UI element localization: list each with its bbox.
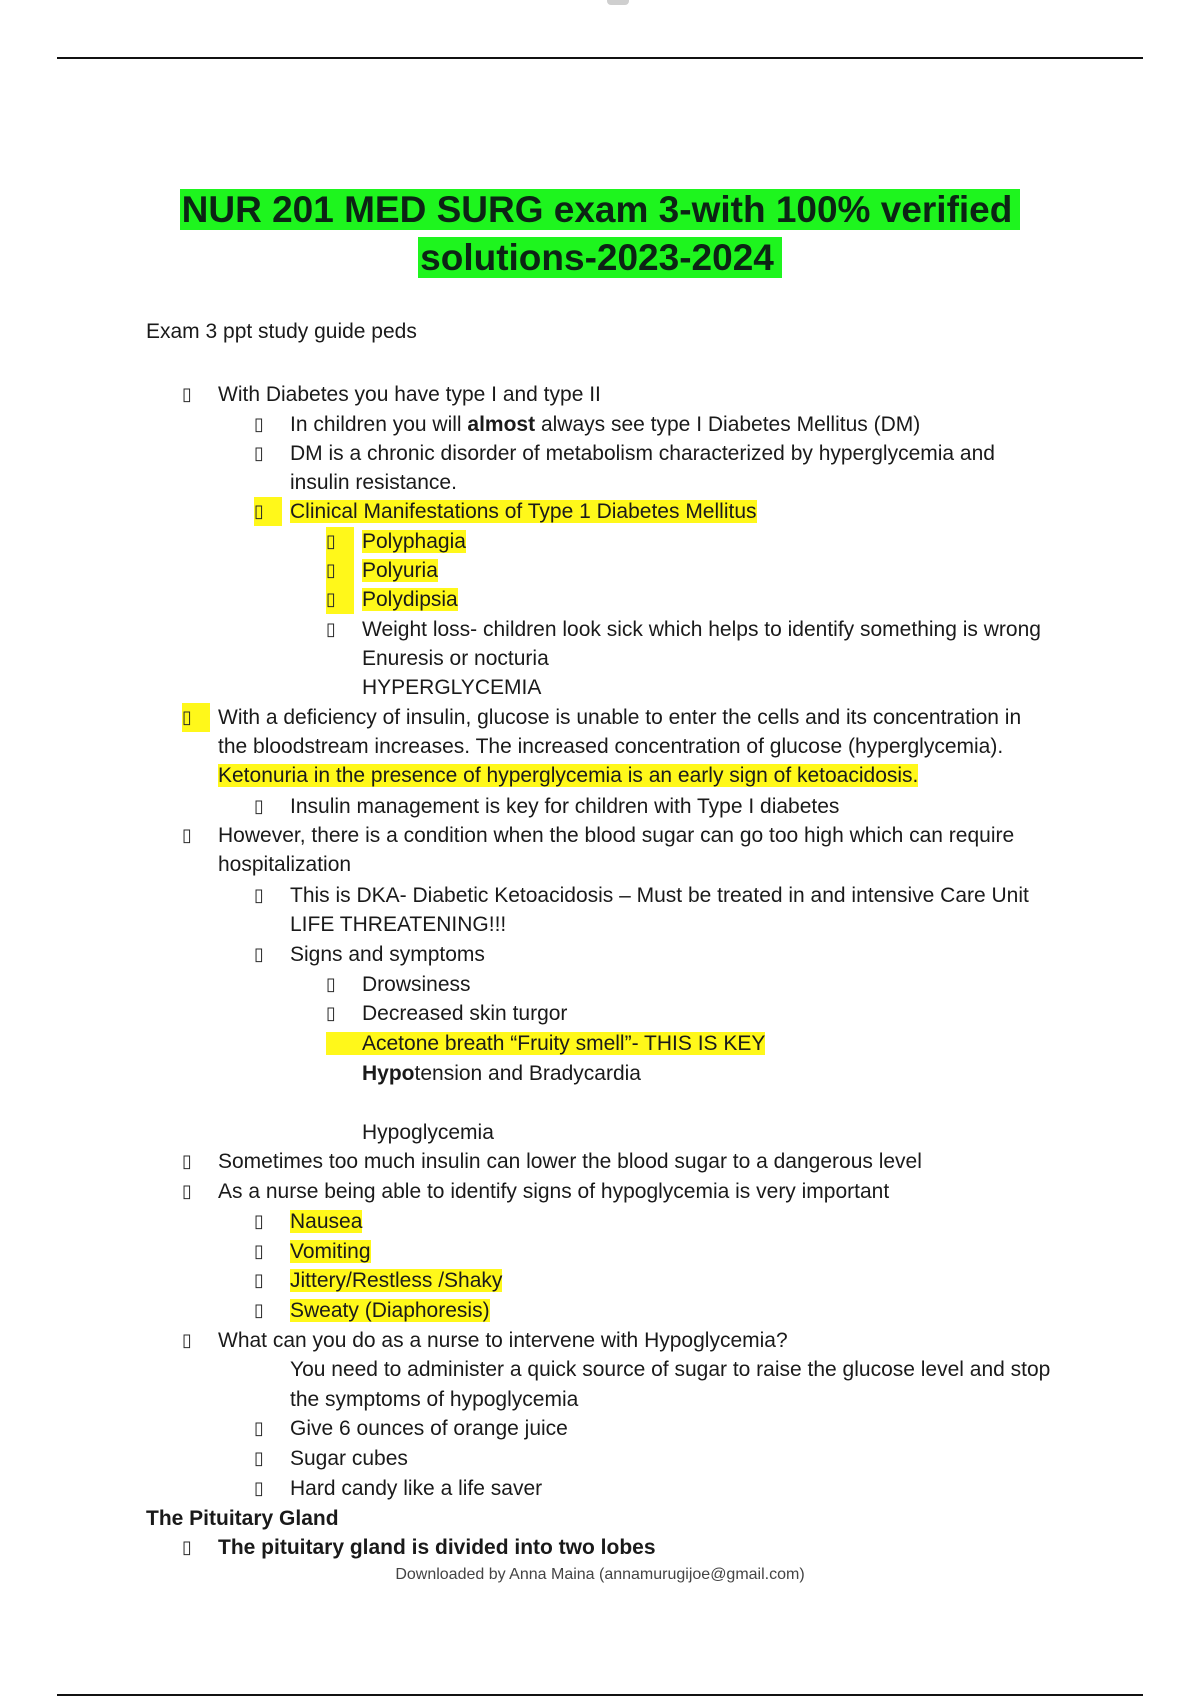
list-item: ▯ Polydipsia xyxy=(326,585,458,614)
list-item: ▯ Insulin management is key for children with Type I diabetes xyxy=(254,792,839,821)
bullet-icon: ▯ xyxy=(254,414,264,435)
list-item: ▯ Weight loss- children look sick which helps to identify something is wrong Enuresis or nocturia HYPERGLYCEMIA xyxy=(326,615,1041,702)
list-item: ▯ Decreased skin turgor xyxy=(326,999,567,1028)
title-line-2: solutions-2023-2024 xyxy=(418,234,782,282)
bullet-icon: ▯ xyxy=(254,1211,264,1232)
list-item: ▯ Give 6 ounces of orange juice xyxy=(254,1414,568,1443)
list-item: ▯ Hard candy like a life saver xyxy=(254,1474,542,1503)
bullet-icon: ▯ xyxy=(254,443,264,464)
list-item: ▯ Polyuria xyxy=(326,556,438,585)
bullet-icon: ▯ xyxy=(326,527,354,556)
bullet-icon: ▯ xyxy=(254,1300,264,1321)
bullet-icon: ▯ xyxy=(254,944,264,965)
bullet-icon: ▯ xyxy=(326,619,336,640)
bullet-icon: ▯ xyxy=(182,1181,192,1202)
list-item: ▯ Drowsiness xyxy=(326,970,471,999)
list-item: ▯ Nausea xyxy=(254,1207,362,1236)
list-item: ▯ Polyphagia xyxy=(326,527,466,556)
document-title xyxy=(0,186,1200,282)
list-item: ▯ The pituitary gland is divided into two lobes xyxy=(182,1533,656,1562)
list-item: ▯ Signs and symptoms xyxy=(254,940,485,969)
list-item: ▯ However, there is a condition when the blood sugar can go too high which can require hospitalization xyxy=(182,821,1014,879)
list-item: ▯ With a deficiency of insulin, glucose is unable to enter the cells and its concentration in the bloodstream increases. The increased concentration of glucose (hyperglycemia). Ketonuria in the presence of hyperglycemia is an early sign of ketoacidosis. xyxy=(182,703,1021,790)
download-footer: Downloaded by Anna Maina (annamurugijoe@gmail.com) xyxy=(395,1566,805,1583)
list-item: ▯ In children you will almost always see type I Diabetes Mellitus (DM) xyxy=(254,410,920,439)
list-item: ▯ Clinical Manifestations of Type 1 Diabetes Mellitus xyxy=(254,497,757,526)
bullet-icon: ▯ xyxy=(182,384,192,405)
text-line: You need to administer a quick source of sugar to raise the glucose level and stop xyxy=(290,1358,1051,1381)
text-line: Hypotension and Bradycardia xyxy=(362,1062,641,1085)
bullet-icon: ▯ xyxy=(254,796,264,817)
list-item: ▯ DM is a chronic disorder of metabolism characterized by hyperglycemia and insulin resistance. xyxy=(254,439,995,497)
top-rule xyxy=(57,57,1143,59)
bullet-icon: ▯ xyxy=(326,556,354,585)
bullet-icon: ▯ xyxy=(182,703,210,732)
page-top-tab xyxy=(607,0,629,5)
list-item: ▯ Vomiting xyxy=(254,1237,371,1266)
bullet-icon: ▯ xyxy=(254,1241,264,1262)
list-item: ▯ Sugar cubes xyxy=(254,1444,408,1473)
bullet-icon: ▯ xyxy=(254,1418,264,1439)
list-item: ▯ This is DKA- Diabetic Ketoacidosis – Must be treated in and intensive Care Unit LIFE THREATENING!!! xyxy=(254,881,1029,939)
bullet-icon: ▯ xyxy=(326,1003,336,1024)
text-line: the symptoms of hypoglycemia xyxy=(290,1388,579,1411)
bullet-icon: ▯ xyxy=(182,1330,192,1351)
bullet-icon: ▯ xyxy=(254,1478,264,1499)
section-heading: The Pituitary Gland xyxy=(146,1507,339,1530)
subtitle: Exam 3 ppt study guide peds xyxy=(146,320,417,343)
list-item: ▯ With Diabetes you have type I and type II xyxy=(182,380,601,409)
list-item: ▯ Sweaty (Diaphoresis) xyxy=(254,1296,490,1325)
bullet-icon: ▯ xyxy=(254,885,264,906)
list-item: ▯ Sometimes too much insulin can lower the blood sugar to a dangerous level xyxy=(182,1147,922,1176)
bottom-rule xyxy=(57,1694,1143,1696)
section-label: Hypoglycemia xyxy=(362,1121,494,1144)
list-item: ▯ What can you do as a nurse to intervene with Hypoglycemia? xyxy=(182,1326,788,1355)
list-item: ▯ As a nurse being able to identify signs of hypoglycemia is very important xyxy=(182,1177,889,1206)
bullet-icon: ▯ xyxy=(326,585,354,614)
bullet-icon: ▯ xyxy=(182,1151,192,1172)
title-line-1: NUR 201 MED SURG exam 3-with 100% verified xyxy=(180,186,1021,234)
bullet-icon: ▯ xyxy=(254,1448,264,1469)
bullet-icon: ▯ xyxy=(326,974,336,995)
highlighted-key-line: Acetone breath “Fruity smell”- THIS IS KEY xyxy=(326,1029,765,1058)
bullet-icon: ▯ xyxy=(254,1270,264,1291)
bullet-icon: ▯ xyxy=(182,1537,192,1558)
bullet-icon: ▯ xyxy=(182,825,192,846)
list-item: ▯ Jittery/Restless /Shaky xyxy=(254,1266,502,1295)
bullet-icon: ▯ xyxy=(254,497,282,526)
